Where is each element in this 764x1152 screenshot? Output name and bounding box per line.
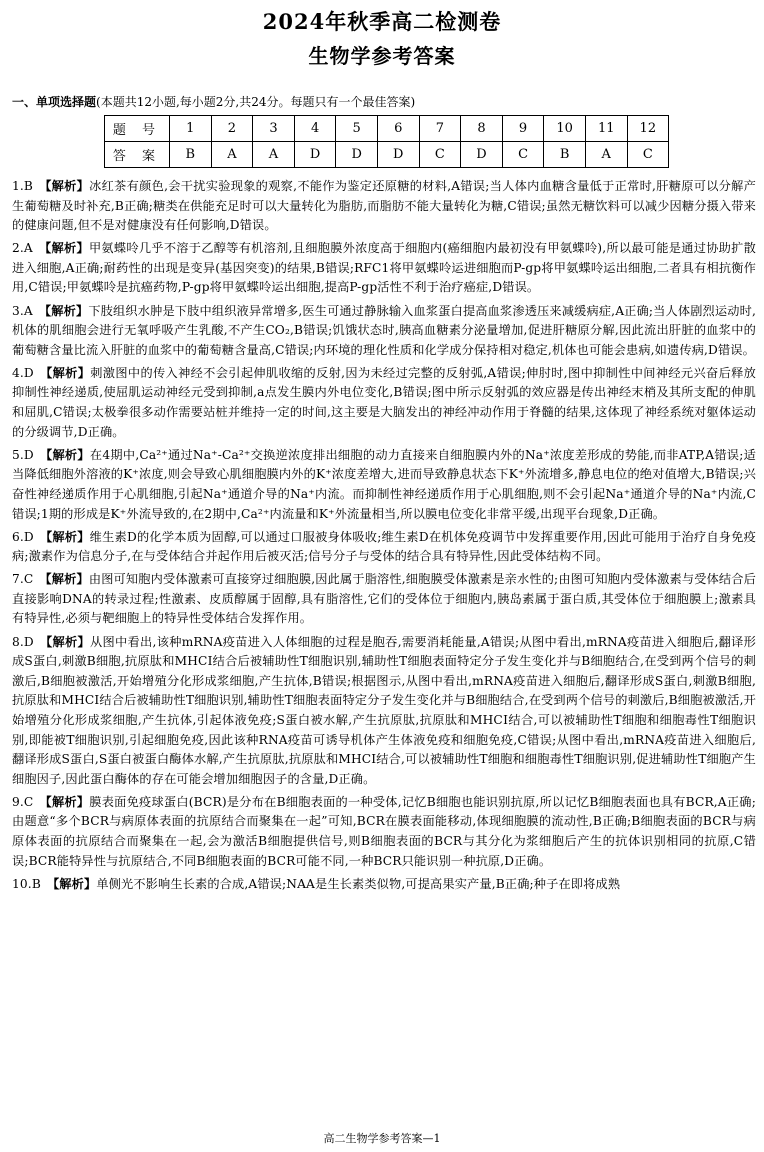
section-heading [12, 93, 415, 110]
item-number: 3.A [12, 303, 33, 318]
explanation-item [12, 875, 756, 895]
question-number: 4 [294, 116, 336, 142]
item-tag: 【解析】 [46, 876, 97, 891]
item-number: 10.B [12, 876, 41, 891]
explanation-item [12, 528, 756, 567]
answer-row-label: 答 案 [105, 142, 170, 168]
answer-cell: D [336, 142, 378, 168]
item-number: 1.B [12, 179, 34, 193]
answer-cell: C [627, 142, 669, 168]
number-row-label: 题 号 [105, 116, 170, 142]
answer-cell: C [419, 142, 461, 168]
question-number: 7 [419, 116, 461, 142]
answer-cell: D [461, 142, 503, 168]
item-number: 4.D [12, 365, 34, 380]
item-text: 维生素D的化学本质为固醇,可以通过口服被身体吸收;维生素D在机体免疫调节中发挥重要作用,因此可能用于治疗自身免疫病;激素作为信息分子,在与受体结合并起作用后被灭活;信号分子与受体的结合具有特异性,因此受体结构不同。 [12, 529, 757, 564]
item-text: 从图中看出,该种mRNA疫苗进入人体细胞的过程是胞吞,需要消耗能量,A错误;从图中看出,mRNA疫苗进入细胞后,翻译形成S蛋白,刺激B细胞,抗原肽和MHCⅠ结合后被辅助性T细胞识别,辅助性T细胞表面特定分子发生变化并与B细胞结合,在受到两个信号的刺激后,B细胞被激活,开始增殖分化形成浆细胞,产生抗体,B错误;根据图示,从图中看出,mRNA疫苗进入细胞后,翻译形成S蛋白,刺激B细胞,抗原肽和MHCⅠ结合后被辅助性T细胞识别,辅助性T细胞表面特定分子发生变化并与B细胞结合,在受到两个信号的刺激后,B细胞被激活,开始增殖分化形成浆细胞,产生抗体,引起体液免疫;S蛋白被水解,产生抗原肽,抗原肽和MHCⅠ结合,可以被辅助性T细胞和细胞毒性T细胞识别,即能被T细胞识别,引起细胞免疫,因此该种RNA疫苗可诱导机体产生体液免疫和细胞免疫,C错误;从图中看出,mRNA疫苗进入细胞后,翻译形成S蛋白,S蛋白被蛋白酶体水解,产生抗原肽,抗原肽和MHCⅠ结合,可以被辅助性T细胞和细胞毒性T细胞识别,促进辅助性T细胞产生细胞因子,因此蛋白酶体的存在可能会增加细胞因子的含量,D正确。 [12, 634, 756, 786]
answer-table [104, 115, 669, 168]
item-text: 冰红茶有颜色,会干扰实验现象的观察,不能作为鉴定还原糖的材料,A错误;当人体内血糖含量低于正常时,肝糖原可以分解产生葡萄糖及时补充,B正确;糖类在供能充足时可以大量转化为脂肪,而脂肪不能大量转化为糖,C错误;虽然无糖饮料可以减少因糖分摄入带来的健康问题,但不是对健康没有任何影响,D错误。 [12, 179, 756, 233]
page-footer: 高二生物学参考答案—1 [323, 1132, 441, 1145]
answer-table-number-row [105, 116, 669, 142]
question-number: 5 [336, 116, 378, 142]
answer-cell: D [377, 142, 419, 168]
question-number: 11 [585, 116, 627, 142]
item-text: 下肢组织水肿是下肢中组织液异常增多,医生可通过静脉输入血浆蛋白提高血浆渗透压来减缓病症,A正确;当人体剧烈运动时,机体的肌细胞会进行无氧呼吸产生乳酸,不产生CO₂,B错误;饥饿状态时,胰高血糖素分泌量增加,促进肝糖原分解,因此流出肝脏的血浆中的葡萄糖含量比流入肝脏的血浆中的葡萄糖含量高,C错误;内环境的理化性质和化学成分保持相对稳定,机体也可能会患病,如遗传病,D错误。 [12, 303, 756, 357]
item-text: 甲氨蝶呤几乎不溶于乙醇等有机溶剂,且细胞膜外浓度高于细胞内(癌细胞内最初没有甲氨蝶呤),所以最可能是通过协助扩散进入细胞,A正确;耐药性的出现是变异(基因突变)的结果,B错误;RFC1将甲氨蝶呤运进细胞而P-gp将甲氨蝶呤运出细胞,二者具有相抗衡作用,C错误;甲氨蝶呤是抗癌药物,P-gp将甲氨蝶呤运出细胞,提高P-gp活性不利于治疗癌症,D错误。 [12, 241, 756, 295]
section-heading-label: 一、单项选择题 [12, 95, 97, 109]
answer-cell: A [211, 142, 253, 168]
item-text: 刺激图中的传入神经不会引起伸肌收缩的反射,因为未经过完整的反射弧,A错误;伸肘时,图中抑制性中间神经元兴奋后释放抑制性神经递质,使屈肌运动神经元受到抑制,a点发生膜内外电位变化,B错误;图中所示反射弧的效应器是传出神经末梢及其所支配的伸肌和屈肌,C错误;太极拳很多动作需要站桩并维持一定的时间,这主要是大脑发出的神经冲动作用于脊髓的结果,这体现了神经系统对躯体运动的分级调节,D正确。 [12, 365, 756, 439]
question-number: 10 [544, 116, 586, 142]
item-tag: 【解析】 [39, 365, 91, 380]
item-text: 在4期中,Ca²⁺通过Na⁺-Ca²⁺交换逆浓度排出细胞的动力直接来自细胞膜内外的Na⁺浓度差形成的势能,而非ATP,A错误;适当降低细胞外溶液的K⁺浓度,则会导致心肌细胞膜内外的K⁺浓度差增大,进而导致静息状态下K⁺外流增多,静息电位的绝对值增大,B错误;兴奋性神经递质作用于心肌细胞,引起Na⁺通道介导的Na⁺内流。而抑制性神经递质作用于心肌细胞,则不会引起Na⁺通道介导的Na⁺内流,C错误;1期的形成是K⁺外流导致的,在2期中,Ca²⁺内流量和K⁺外流量相当,所以膜电位变化非常平缓,出现平台现象,D正确。 [12, 447, 756, 521]
question-number: 2 [211, 116, 253, 142]
item-text: 膜表面免疫球蛋白(BCR)是分布在B细胞表面的一种受体,记忆B细胞也能识别抗原,所以记忆B细胞表面也具有BCR,A正确;由题意“多个BCR与病原体表面的抗原结合而聚集在一起”可知,BCR在膜表面能移动,体现细胞膜的流动性,B正确;B细胞表面的BCR与病原体表面的抗原结合而聚集在一起,会为激活B细胞提供信号,则B细胞表面的BCR与其分化为浆细胞后产生的抗体识别相同的抗原,C错误;BCR能特异性与抗原结合,不同B细胞表面的BCR可能不同,一种BCR只能识别一种抗原,D正确。 [12, 794, 756, 868]
answer-cell: A [585, 142, 627, 168]
item-number: 2.A [12, 241, 33, 256]
question-number: 6 [377, 116, 419, 142]
question-number: 12 [627, 116, 669, 142]
explanation-item [12, 364, 756, 442]
item-text: 单侧光不影响生长素的合成,A错误;NAA是生长素类似物,可提高果实产量,B正确;种子在即将成熟 [96, 876, 621, 891]
explanation-item [12, 177, 756, 236]
explanation-item [12, 302, 756, 361]
question-number: 3 [253, 116, 295, 142]
item-tag: 【解析】 [38, 303, 89, 318]
item-tag: 【解析】 [38, 241, 89, 256]
section-heading-note: (本题共12小题,每小题2分,共24分。每题只有一个最佳答案) [96, 95, 416, 109]
item-tag: 【解析】 [39, 447, 90, 462]
question-number: 1 [170, 116, 212, 142]
item-tag: 【解析】 [39, 794, 90, 809]
answer-cell: B [544, 142, 586, 168]
explanation-item [12, 446, 756, 524]
answer-table-answer-row [105, 142, 669, 168]
explanation-list [12, 177, 756, 898]
explanation-item [12, 570, 756, 629]
item-tag: 【解析】 [39, 634, 91, 649]
answer-cell: C [502, 142, 544, 168]
item-tag: 【解析】 [39, 529, 90, 544]
item-number: 7.C [12, 572, 34, 587]
answer-cell: B [170, 142, 212, 168]
explanation-item [12, 793, 756, 871]
answer-cell: D [294, 142, 336, 168]
page-title: 2024年秋季高二检测卷 [262, 9, 502, 34]
item-number: 5.D [12, 447, 34, 462]
item-tag: 【解析】 [39, 572, 89, 587]
explanation-item [12, 239, 756, 298]
item-text: 由图可知胞内受体激素可直接穿过细胞膜,因此属于脂溶性,细胞膜受体激素是亲水性的;由图可知胞内受体激素与受体结合后直接影响DNA的转录过程;性激素、皮质醇属于固醇,具有脂溶性,它们的受体位于细胞内,胰岛素属于蛋白质,其受体位于细胞膜上;激素具有特异性,必须与靶细胞上的特异性受体结合发挥作用。 [12, 572, 756, 626]
item-number: 9.C [12, 794, 34, 809]
item-tag: 【解析】 [39, 179, 90, 193]
item-number: 6.D [12, 529, 34, 544]
question-number: 9 [502, 116, 544, 142]
question-number: 8 [461, 116, 503, 142]
answer-cell: A [253, 142, 295, 168]
item-number: 8.D [12, 634, 34, 649]
explanation-item [12, 633, 756, 790]
page-subtitle: 生物学参考答案 [308, 44, 456, 68]
